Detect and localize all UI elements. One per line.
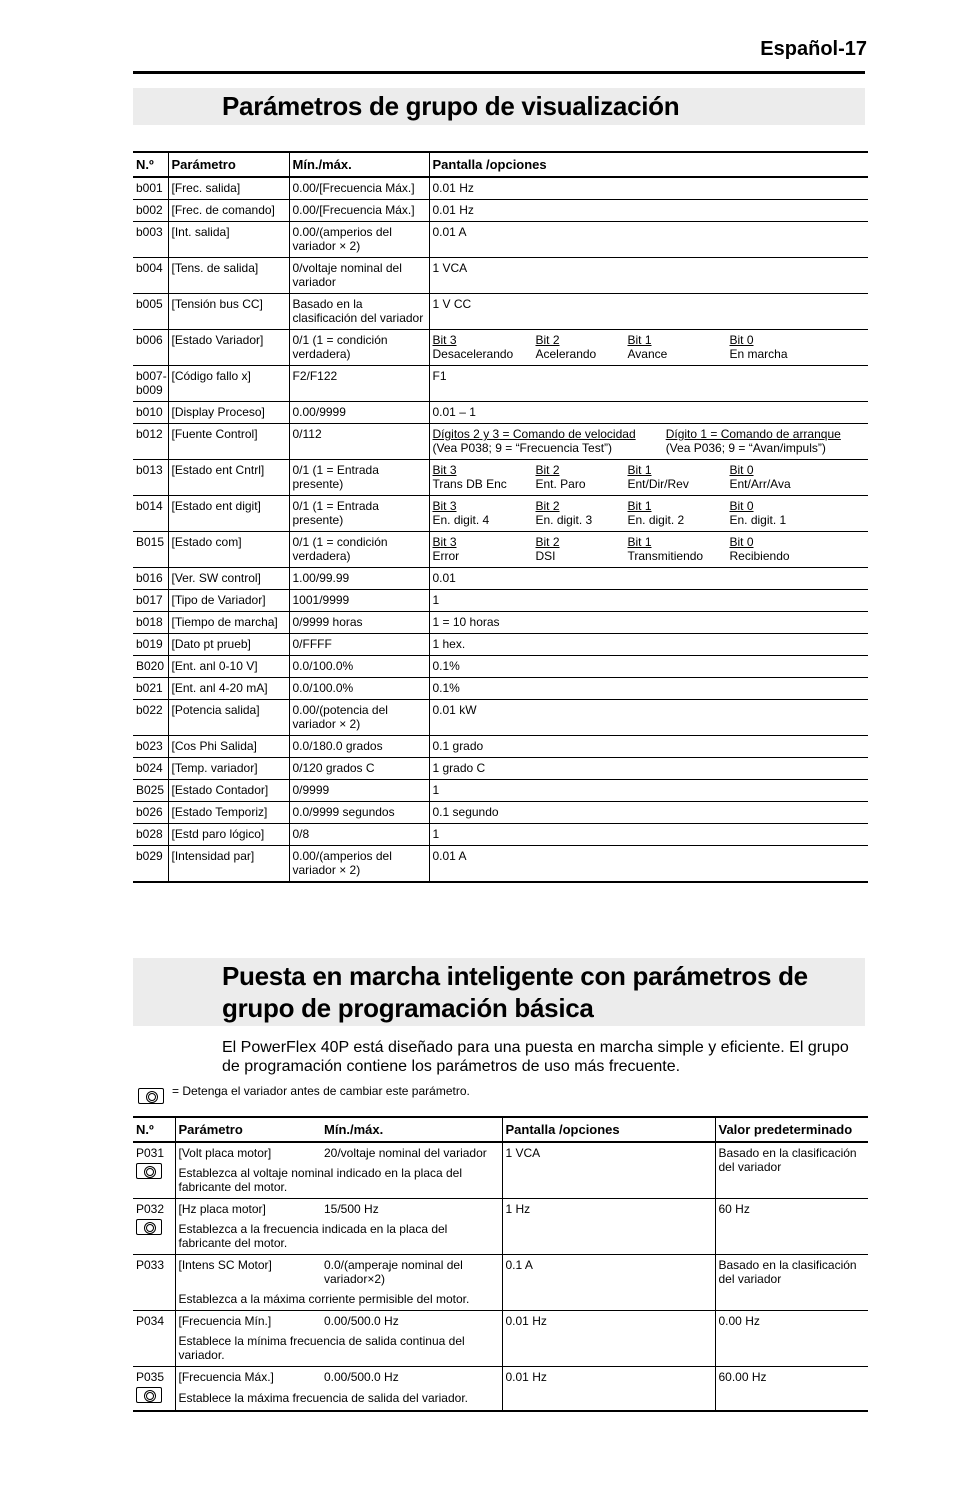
param-name: [Ent. anl 4-20 mA] — [168, 678, 289, 700]
bit-name: Bit 3 — [432, 333, 457, 347]
bit-label: En. digit. 4 — [432, 513, 490, 527]
param-range: 0/1 (1 = Entrada presente) — [289, 496, 429, 532]
param-number: b018 — [133, 612, 168, 634]
param-name: [Ent. anl 0-10 V] — [168, 656, 289, 678]
table-row — [133, 366, 868, 402]
table-row — [133, 1255, 868, 1291]
param-display: 0.01 Hz — [429, 200, 868, 222]
bit-cell — [628, 535, 730, 563]
param-name: [Intens SC Motor] — [175, 1255, 321, 1291]
table-row — [133, 177, 868, 200]
param-range: 0.0/9999 segundos — [289, 802, 429, 824]
param-range: 0.00/[Frecuencia Máx.] — [289, 177, 429, 200]
param-range: F2/F122 — [289, 366, 429, 402]
bit-cell — [433, 499, 536, 527]
param-name: [Ver. SW control] — [168, 568, 289, 590]
param-range: 0.0/180.0 grados — [289, 736, 429, 758]
param-name: [Tiempo de marcha] — [168, 612, 289, 634]
bit-name: Bit 3 — [432, 499, 457, 513]
bit-label: Ent/Dir/Rev — [627, 477, 689, 491]
stop-drive-icon — [136, 1387, 162, 1403]
param-name: [Tens. de salida] — [168, 258, 289, 294]
param-description: Establezca al voltaje nominal indicado en la placa del fabricante del motor. — [178, 1166, 463, 1194]
param-range: 0/9999 — [289, 780, 429, 802]
display-parameters-table — [133, 151, 868, 883]
param-range: 20/voltaje nominal del variador — [321, 1142, 502, 1164]
param-display — [429, 424, 868, 460]
table-row — [133, 330, 868, 366]
basic-program-table — [133, 1116, 868, 1412]
bit-label: Recibiendo — [729, 549, 790, 563]
table-row — [133, 736, 868, 758]
bit-label: En marcha — [729, 347, 788, 361]
bit-name: Bit 3 — [432, 463, 457, 477]
table-header-row — [133, 152, 868, 177]
intro-paragraph: El PowerFlex 40P está diseñado para una puesta en marcha simple y eficiente. El grupo de programación contiene los parámetros de uso más frecuente. — [222, 1039, 849, 1075]
bit-name: Bit 0 — [729, 333, 754, 347]
param-display: 0.01 – 1 — [429, 402, 868, 424]
param-display: 0.1% — [429, 656, 868, 678]
param-name: [Potencia salida] — [168, 700, 289, 736]
param-range: 0.00/(amperios del variador × 2) — [289, 846, 429, 883]
param-number: b022 — [133, 700, 168, 736]
param-range: 0.00/500.0 Hz — [321, 1311, 502, 1333]
table-row — [133, 1367, 868, 1390]
param-range: 1001/9999 — [289, 590, 429, 612]
bit-cell — [730, 333, 850, 361]
param-default: Basado en la clasificación del variador — [715, 1255, 868, 1311]
table-row — [133, 612, 868, 634]
col-header-param: Parámetro — [168, 152, 289, 177]
param-range: 0/120 grados C — [289, 758, 429, 780]
param-number: b024 — [133, 758, 168, 780]
param-range: 0/112 — [289, 424, 429, 460]
param-default: 60.00 Hz — [715, 1367, 868, 1412]
col-header-display: Pantalla /opciones — [502, 1117, 715, 1142]
param-number: b017 — [133, 590, 168, 612]
table-row — [133, 1311, 868, 1333]
table-row — [133, 846, 868, 883]
param-name: [Estado ent digit] — [168, 496, 289, 532]
param-description: Establezca a la máxima corriente permisible del motor. — [178, 1292, 470, 1306]
param-number: b028 — [133, 824, 168, 846]
table-row — [133, 460, 868, 496]
table-row — [133, 258, 868, 294]
param-name: [Int. salida] — [168, 222, 289, 258]
bit-name: Bit 2 — [535, 499, 560, 513]
bit-cell — [433, 333, 536, 361]
param-number: P033 — [136, 1258, 165, 1272]
param-number-cell — [133, 1199, 175, 1255]
param-number: b005 — [133, 294, 168, 330]
col-header-display: Pantalla /opciones — [429, 152, 868, 177]
col-header-no: N.º — [133, 1117, 175, 1142]
param-range: 0.0/100.0% — [289, 678, 429, 700]
bit-grid — [433, 463, 866, 491]
stop-drive-icon — [138, 1088, 164, 1104]
param-display — [429, 460, 868, 496]
param-display: 1 grado C — [429, 758, 868, 780]
param-name: [Estado Temporiz] — [168, 802, 289, 824]
bit-cell — [730, 499, 850, 527]
bit-name: Bit 2 — [535, 463, 560, 477]
param-name: [Estd paro lógico] — [168, 824, 289, 846]
bit-cell — [433, 535, 536, 563]
col-header-default: Valor predeterminado — [715, 1117, 868, 1142]
param-display — [429, 496, 868, 532]
param-number: b007-b009 — [133, 366, 168, 402]
param-name: [Intensidad par] — [168, 846, 289, 883]
page-number-label: Español-17 — [760, 38, 867, 60]
param-range: 0.00/(potencia del variador × 2) — [289, 700, 429, 736]
param-display: 1 V CC — [429, 294, 868, 330]
bit-cell — [536, 463, 628, 491]
param-display — [429, 532, 868, 568]
param-name: [Volt placa motor] — [175, 1142, 321, 1164]
stop-drive-icon — [136, 1163, 162, 1179]
param-name: [Tipo de Variador] — [168, 590, 289, 612]
param-display: 0.1% — [429, 678, 868, 700]
bit-cell — [536, 333, 628, 361]
param-range: 1.00/99.99 — [289, 568, 429, 590]
param-name: [Display Proceso] — [168, 402, 289, 424]
bit-grid — [433, 333, 866, 361]
param-range: 0.00/9999 — [289, 402, 429, 424]
section1-title: Parámetros de grupo de visualización — [222, 91, 680, 121]
param-range: Basado en la clasificación del variador — [289, 294, 429, 330]
param-number: b013 — [133, 460, 168, 496]
param-number: b006 — [133, 330, 168, 366]
param-display: 0.01 kW — [429, 700, 868, 736]
param-display: 1 — [429, 780, 868, 802]
param-number: B015 — [133, 532, 168, 568]
param-number: b021 — [133, 678, 168, 700]
param-display: 0.01 A — [429, 222, 868, 258]
param-name: [Frec. de comando] — [168, 200, 289, 222]
col-header-minmax: Mín./máx. — [289, 152, 429, 177]
bit-label: DSI — [535, 549, 556, 563]
param-number: P031 — [136, 1146, 165, 1160]
param-number-cell — [133, 1255, 175, 1311]
col-header-no: N.º — [133, 152, 168, 177]
param-number: b014 — [133, 496, 168, 532]
bit-label: Acelerando — [535, 347, 597, 361]
table-row — [133, 1142, 868, 1164]
param-display: 0.01 Hz — [502, 1367, 715, 1412]
digit-cell — [433, 427, 666, 455]
param-display: 0.01 A — [429, 846, 868, 883]
bit-label: En. digit. 3 — [535, 513, 593, 527]
bit-name: Bit 1 — [627, 499, 652, 513]
param-display: 1 — [429, 824, 868, 846]
table-row — [133, 222, 868, 258]
param-range: 0/1 (1 = Entrada presente) — [289, 460, 429, 496]
param-range: 0/1 (1 = condición verdadera) — [289, 330, 429, 366]
param-default: 60 Hz — [715, 1199, 868, 1255]
table-row — [133, 700, 868, 736]
digit-head: Dígito 1 = Comando de arranque — [665, 427, 841, 441]
param-range: 0/1 (1 = condición verdadera) — [289, 532, 429, 568]
param-display: 1 VCA — [429, 258, 868, 294]
bit-label: En. digit. 1 — [729, 513, 787, 527]
param-number: b026 — [133, 802, 168, 824]
param-display: 0.1 A — [502, 1255, 715, 1311]
bit-label: Avance — [627, 347, 668, 361]
param-display: 1 VCA — [502, 1142, 715, 1199]
param-display: 0.01 — [429, 568, 868, 590]
param-display: F1 — [429, 366, 868, 402]
table-row — [133, 678, 868, 700]
param-display: 1 hex. — [429, 634, 868, 656]
param-default: Basado en la clasificación del variador — [715, 1142, 868, 1199]
bit-name: Bit 0 — [729, 499, 754, 513]
table-row — [133, 294, 868, 330]
param-number-cell — [133, 1367, 175, 1412]
bit-label: Ent. Paro — [535, 477, 586, 491]
param-name: [Frecuencia Máx.] — [175, 1367, 321, 1390]
param-description: Establezca a la frecuencia indicada en la placa del fabricante del motor. — [178, 1222, 448, 1250]
param-range: 0.00/(amperios del variador × 2) — [289, 222, 429, 258]
bit-cell — [433, 463, 536, 491]
param-number: b012 — [133, 424, 168, 460]
bit-label: Error — [432, 549, 460, 563]
param-name: [Código fallo x] — [168, 366, 289, 402]
param-name: [Cos Phi Salida] — [168, 736, 289, 758]
digit-grid — [433, 427, 866, 455]
bit-cell — [730, 463, 850, 491]
bit-name: Bit 3 — [432, 535, 457, 549]
param-display: 1 = 10 horas — [429, 612, 868, 634]
table-row — [133, 634, 868, 656]
bit-cell — [628, 499, 730, 527]
bit-name: Bit 2 — [535, 535, 560, 549]
table-row — [133, 424, 868, 460]
col-header-param: Parámetro — [175, 1117, 321, 1142]
param-number: P034 — [136, 1314, 165, 1328]
bit-grid — [433, 499, 866, 527]
param-description: Establece la mínima frecuencia de salida continua del variador. — [178, 1334, 465, 1362]
digit-sub: (Vea P038; 9 = “Frecuencia Test”) — [432, 441, 613, 455]
digit-sub: (Vea P036; 9 = “Avan/impuls”) — [665, 441, 826, 455]
bit-cell — [536, 499, 628, 527]
bit-name: Bit 2 — [535, 333, 560, 347]
param-display: 0.01 Hz — [502, 1311, 715, 1367]
table-row — [133, 402, 868, 424]
param-range: 0/9999 horas — [289, 612, 429, 634]
col-header-minmax: Mín./máx. — [321, 1117, 502, 1142]
param-range: 15/500 Hz — [321, 1199, 502, 1221]
param-range: 0.0/(amperaje nominal del variador×2) — [321, 1255, 502, 1291]
digit-head: Dígitos 2 y 3 = Comando de velocidad — [432, 427, 636, 441]
table-header-row — [133, 1117, 868, 1142]
bit-label: Ent/Arr/Ava — [729, 477, 791, 491]
param-name: [Frec. salida] — [168, 177, 289, 200]
param-name: [Tensión bus CC] — [168, 294, 289, 330]
bit-name: Bit 1 — [627, 463, 652, 477]
bit-label: Transmitiendo — [627, 549, 704, 563]
table-row — [133, 758, 868, 780]
param-range: 0/FFFF — [289, 634, 429, 656]
param-number: b019 — [133, 634, 168, 656]
section2-title: Puesta en marcha inteligente con parámetros de grupo de programación básica — [222, 961, 808, 1023]
param-number: b003 — [133, 222, 168, 258]
bit-name: Bit 1 — [627, 333, 652, 347]
table-row — [133, 1199, 868, 1221]
param-number: P032 — [136, 1202, 165, 1216]
param-range: 0/8 — [289, 824, 429, 846]
table-row — [133, 568, 868, 590]
stop-legend — [138, 1084, 470, 1104]
param-number: b023 — [133, 736, 168, 758]
param-number-cell — [133, 1311, 175, 1367]
bit-label: Trans DB Enc — [432, 477, 507, 491]
bit-cell — [628, 463, 730, 491]
param-number: b002 — [133, 200, 168, 222]
param-number: B025 — [133, 780, 168, 802]
table-row — [133, 496, 868, 532]
param-number: b016 — [133, 568, 168, 590]
bit-grid — [433, 535, 866, 563]
param-display: 0.1 segundo — [429, 802, 868, 824]
bit-cell — [628, 333, 730, 361]
param-name: [Estado Variador] — [168, 330, 289, 366]
param-display: 1 — [429, 590, 868, 612]
param-range: 0.00/500.0 Hz — [321, 1367, 502, 1390]
param-range: 0.0/100.0% — [289, 656, 429, 678]
param-number: b001 — [133, 177, 168, 200]
param-name: [Fuente Control] — [168, 424, 289, 460]
table-row — [133, 532, 868, 568]
param-number: b010 — [133, 402, 168, 424]
param-default: 0.00 Hz — [715, 1311, 868, 1367]
stop-drive-icon — [136, 1219, 162, 1235]
param-description: Establece la máxima frecuencia de salida del variador. — [178, 1391, 468, 1405]
param-number: b004 — [133, 258, 168, 294]
param-number: B020 — [133, 656, 168, 678]
param-range: 0/voltaje nominal del variador — [289, 258, 429, 294]
table-row — [133, 802, 868, 824]
bit-cell — [730, 535, 850, 563]
bit-label: En. digit. 2 — [627, 513, 685, 527]
header-rule — [133, 71, 865, 74]
param-name: [Estado ent Cntrl] — [168, 460, 289, 496]
bit-name: Bit 0 — [729, 535, 754, 549]
param-number-cell — [133, 1142, 175, 1199]
param-name: [Hz placa motor] — [175, 1199, 321, 1221]
param-number: b029 — [133, 846, 168, 883]
table-row — [133, 200, 868, 222]
param-name: [Dato pt prueb] — [168, 634, 289, 656]
table-row — [133, 824, 868, 846]
param-number: P035 — [136, 1370, 165, 1384]
stop-legend-text: = Detenga el variador antes de cambiar este parámetro. — [172, 1084, 470, 1098]
param-display: 0.01 Hz — [429, 177, 868, 200]
param-display: 1 Hz — [502, 1199, 715, 1255]
param-range: 0.00/[Frecuencia Máx.] — [289, 200, 429, 222]
table-row — [133, 656, 868, 678]
bit-label: Desacelerando — [432, 347, 514, 361]
param-name: [Estado Contador] — [168, 780, 289, 802]
param-display — [429, 330, 868, 366]
bit-name: Bit 0 — [729, 463, 754, 477]
param-name: [Estado com] — [168, 532, 289, 568]
param-display: 0.1 grado — [429, 736, 868, 758]
bit-name: Bit 1 — [627, 535, 652, 549]
digit-cell — [666, 427, 865, 455]
param-name: [Temp. variador] — [168, 758, 289, 780]
table-row — [133, 780, 868, 802]
bit-cell — [536, 535, 628, 563]
table-row — [133, 590, 868, 612]
param-name: [Frecuencia Mín.] — [175, 1311, 321, 1333]
